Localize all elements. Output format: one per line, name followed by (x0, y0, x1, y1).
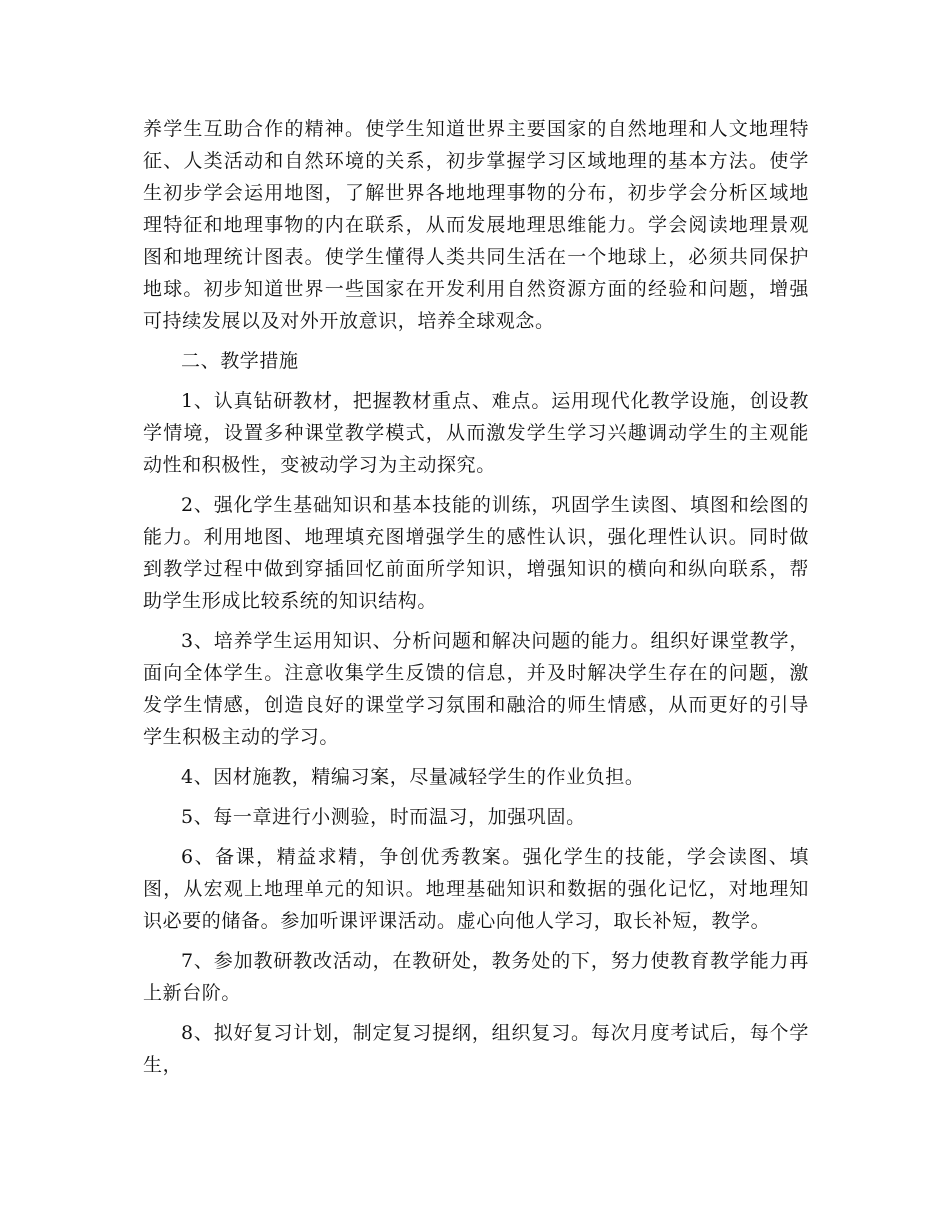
measure-item-8: 8、拟好复习计划，制定复习提纲，组织复习。每次月度考试后，每个学生， (143, 1022, 809, 1076)
section-heading: 二、教学措施 (181, 350, 299, 372)
measure-item-7: 7、参加教研教改活动，在教研处，教务处的下，努力使教育教学能力再上新台阶。 (143, 950, 809, 1004)
measure-item-2: 2、强化学生基础知识和基本技能的训练，巩固学生读图、填图和绘图的能力。利用地图、地理填充图增强学生的感性认识，强化理性认识。同时做到教学过程中做到穿插回忆前面所学知识，增强知识的横向和纵向联系，帮助学生形成比较系统的知识结构。 (143, 494, 809, 612)
measure-item-3: 3、培养学生运用知识、分析问题和解决问题的能力。组织好课堂教学，面向全体学生。注意收集学生反馈的信息，并及时解决学生存在的问题，激发学生情感，创造良好的课堂学习氛围和融洽的师生情感，从而更好的引导学生积极主动的学习。 (143, 630, 809, 748)
measure-item-1: 1、认真钻研教材，把握教材重点、难点。运用现代化教学设施，创设教学情境，设置多种课堂教学模式，从而激发学生学习兴趣调动学生的主观能动性和积极性，变被动学习为主动探究。 (143, 390, 809, 476)
document-page (143, 113, 809, 1081)
intro-paragraph: 养学生互助合作的精神。使学生知道世界主要国家的自然地理和人文地理特征、人类活动和自然环境的关系，初步掌握学习区域地理的基本方法。使学生初步学会运用地图，了解世界各地地理事物的分布，初步学会分析区域地理特征和地理事物的内在联系，从而发展地理思维能力。学会阅读地理景观图和地理统计图表。使学生懂得人类共同生活在一个地球上，必须共同保护地球。初步知道世界一些国家在开发利用自然资源方面的经验和问题，增强可持续发展以及对外开放意识，培养全球观念。 (143, 118, 809, 332)
measure-item-5: 5、每一章进行小测验，时而温习，加强巩固。 (181, 806, 586, 828)
measure-item-6: 6、备课，精益求精，争创优秀教案。强化学生的技能，学会读图、填图，从宏观上地理单元的知识。地理基础知识和数据的强化记忆，对地理知识必要的储备。参加听课评课活动。虚心向他人学习，取长补短，教学。 (143, 846, 809, 932)
measure-item-4: 4、因材施教，精编习案，尽量减轻学生的作业负担。 (181, 766, 645, 788)
